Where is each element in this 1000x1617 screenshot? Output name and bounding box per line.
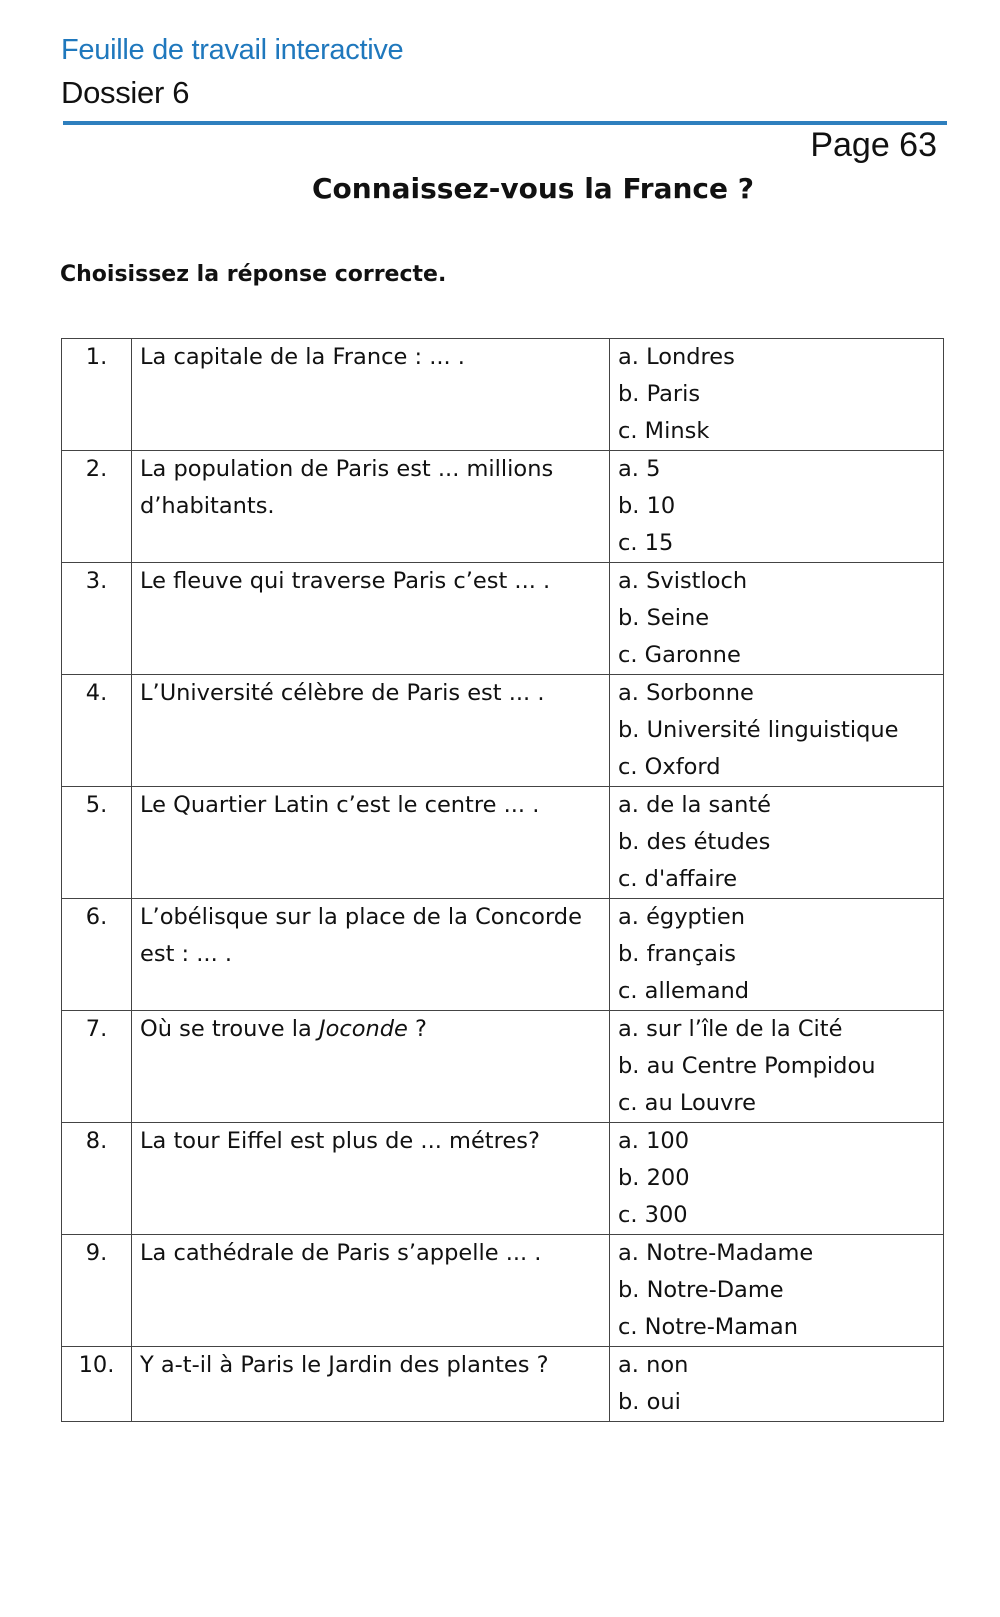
question-text: Y a-t-il à Paris le Jardin des plantes ? <box>132 1347 610 1422</box>
answer-options <box>610 1235 944 1347</box>
question-text: La capitale de la France : ... . <box>132 339 610 451</box>
answer-option[interactable]: a. égyptien <box>618 904 745 930</box>
answer-option[interactable]: c. 15 <box>618 530 674 556</box>
question-text <box>132 1011 610 1123</box>
worksheet-header-title: Feuille de travail interactive <box>61 34 404 66</box>
question-text: La population de Paris est ... millions d’habitants. <box>132 451 610 563</box>
question-text: L’obélisque sur la place de la Concorde est : ... . <box>132 899 610 1011</box>
question-text-end: ? <box>407 1016 427 1042</box>
table-row <box>62 451 944 563</box>
question-number: 9. <box>62 1235 132 1347</box>
header-divider <box>63 121 947 125</box>
answer-option[interactable]: a. Notre-Madame <box>618 1240 814 1266</box>
answer-option[interactable]: b. 10 <box>618 493 676 519</box>
answer-option[interactable]: a. 5 <box>618 456 661 482</box>
answer-option[interactable]: c. allemand <box>618 978 750 1004</box>
answer-option[interactable]: b. 200 <box>618 1165 690 1191</box>
question-text: Le Quartier Latin c’est le centre ... . <box>132 787 610 899</box>
answer-option[interactable]: a. Sorbonne <box>618 680 754 706</box>
answer-options <box>610 1011 944 1123</box>
table-row <box>62 1235 944 1347</box>
page-title: Connaissez-vous la France ? <box>311 172 754 205</box>
question-number: 5. <box>62 787 132 899</box>
answer-option[interactable]: b. Université linguistique <box>618 717 899 743</box>
answer-option[interactable]: c. Garonne <box>618 642 741 668</box>
question-number: 8. <box>62 1123 132 1235</box>
table-row <box>62 675 944 787</box>
quiz-table <box>61 338 944 1422</box>
question-text: Le fleuve qui traverse Paris c’est ... . <box>132 563 610 675</box>
answer-options <box>610 675 944 787</box>
table-row <box>62 1347 944 1422</box>
question-number: 10. <box>62 1347 132 1422</box>
answer-option[interactable]: a. Svistloch <box>618 568 748 594</box>
answer-option[interactable]: c. Notre-Maman <box>618 1314 798 1340</box>
answer-option[interactable]: a. de la santé <box>618 792 771 818</box>
answer-option[interactable]: c. d'affaire <box>618 866 738 892</box>
answer-options <box>610 451 944 563</box>
table-row <box>62 899 944 1011</box>
question-number: 7. <box>62 1011 132 1123</box>
page-number: Page 63 <box>810 126 937 164</box>
answer-option[interactable]: b. des études <box>618 829 771 855</box>
question-number: 3. <box>62 563 132 675</box>
answer-option[interactable]: c. Minsk <box>618 418 710 444</box>
question-number: 2. <box>62 451 132 563</box>
question-number: 1. <box>62 339 132 451</box>
table-row <box>62 339 944 451</box>
answer-option[interactable]: b. oui <box>618 1389 681 1415</box>
answer-options <box>610 1347 944 1422</box>
answer-option[interactable]: b. français <box>618 941 736 967</box>
question-number: 4. <box>62 675 132 787</box>
answer-options <box>610 1123 944 1235</box>
table-row <box>62 563 944 675</box>
dossier-label: Dossier 6 <box>61 75 190 110</box>
answer-option[interactable]: c. 300 <box>618 1202 688 1228</box>
question-text: L’Université célèbre de Paris est ... . <box>132 675 610 787</box>
answer-option[interactable]: b. Seine <box>618 605 710 631</box>
instruction-text: Choisissez la réponse correcte. <box>60 262 447 287</box>
question-text-start: Où se trouve la <box>140 1016 319 1042</box>
question-text: La cathédrale de Paris s’appelle ... . <box>132 1235 610 1347</box>
table-row <box>62 1011 944 1123</box>
table-row <box>62 787 944 899</box>
answer-options <box>610 899 944 1011</box>
question-number: 6. <box>62 899 132 1011</box>
answer-options <box>610 787 944 899</box>
answer-option[interactable]: b. Paris <box>618 381 701 407</box>
table-row <box>62 1123 944 1235</box>
question-text: La tour Eiffel est plus de ... métres? <box>132 1123 610 1235</box>
answer-option[interactable]: c. Oxford <box>618 754 721 780</box>
answer-option[interactable]: c. au Louvre <box>618 1090 756 1116</box>
answer-option[interactable]: a. 100 <box>618 1128 690 1154</box>
answer-option[interactable]: a. non <box>618 1352 689 1378</box>
answer-option[interactable]: a. Londres <box>618 344 735 370</box>
answer-option[interactable]: b. au Centre Pompidou <box>618 1053 876 1079</box>
answer-option[interactable]: b. Notre-Dame <box>618 1277 784 1303</box>
question-text-italic: Joconde <box>318 1016 408 1042</box>
answer-options <box>610 339 944 451</box>
answer-option[interactable]: a. sur l’île de la Cité <box>618 1016 843 1042</box>
answer-options <box>610 563 944 675</box>
